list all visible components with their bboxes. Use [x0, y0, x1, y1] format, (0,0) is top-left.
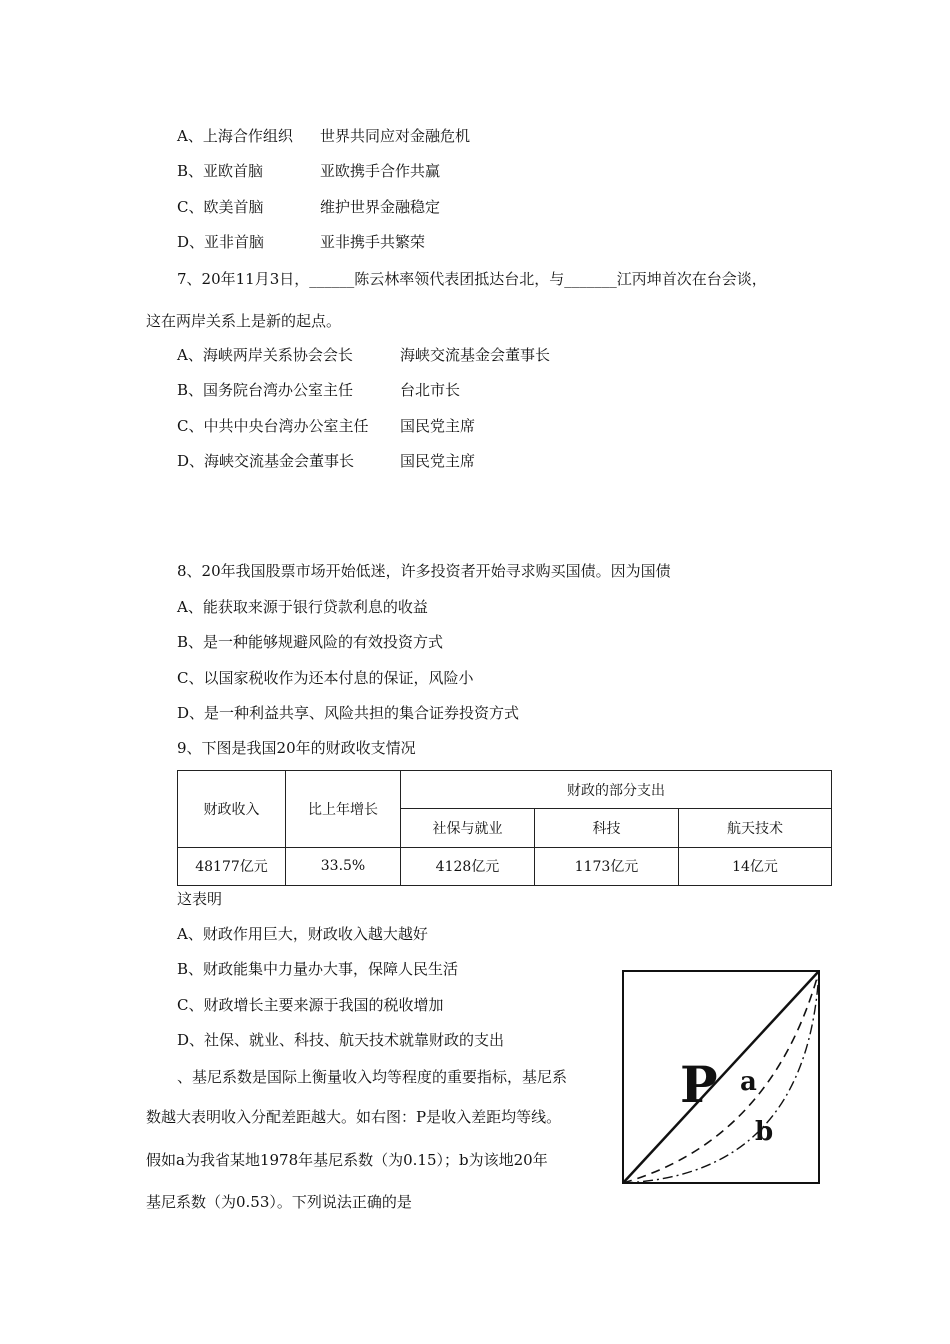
q9-option-c: C、财政增长主要来源于我国的税收增加: [177, 996, 444, 1014]
q6-option-d-text: 亚非携手共繁荣: [320, 233, 426, 251]
label-p: P: [680, 1055, 718, 1114]
q9-after: 这表明: [177, 890, 223, 908]
q10-line4: 基尼系数（为0.53）。下列说法正确的是: [146, 1193, 412, 1211]
cell-social: 4128亿元: [401, 847, 535, 885]
q6-option-c-text: 维护世界金融稳定: [320, 198, 441, 216]
q8-stem: 8、20年我国股票市场开始低迷，许多投资者开始寻求购买国债。因为国债: [177, 562, 671, 580]
header-social: 社保与就业: [401, 809, 535, 847]
fiscal-table: [177, 770, 832, 886]
header-income: 财政收入: [178, 771, 286, 848]
q6-option-a-text: 世界共同应对金融危机: [320, 127, 471, 145]
q9-stem: 9、下图是我国20年的财政收支情况: [177, 739, 416, 757]
q7-option-d-label: D、海峡交流基金会董事长: [177, 452, 355, 470]
q6-option-d-label: D、亚非首脑: [177, 233, 265, 251]
q6-option-c-label: C、欧美首脑: [177, 198, 264, 216]
q9-option-d: D、社保、就业、科技、航天技术就靠财政的支出: [177, 1031, 505, 1049]
cell-growth: 33.5%: [286, 847, 401, 885]
q8-option-b: B、是一种能够规避风险的有效投资方式: [177, 633, 444, 651]
lorenz-curve-figure: [622, 970, 822, 1186]
q10-line3: 假如a为我省某地1978年基尼系数（为0.15）；b为该地20年: [146, 1151, 548, 1169]
q7-option-d-text: 国民党主席: [400, 452, 476, 470]
q8-option-d: D、是一种利益共享、风险共担的集合证券投资方式: [177, 704, 520, 722]
q7-option-c-label: C、中共中央台湾办公室主任: [177, 417, 369, 435]
q8-option-c: C、以国家税收作为还本付息的保证，风险小: [177, 669, 474, 687]
q6-option-b-label: B、亚欧首脑: [177, 162, 264, 180]
q7-stem-line2: 这在两岸关系上是新的起点。: [146, 312, 342, 330]
q9-option-b: B、财政能集中力量办大事，保障人民生活: [177, 960, 459, 978]
header-growth: 比上年增长: [286, 771, 401, 848]
q7-option-c-text: 国民党主席: [400, 417, 476, 435]
q6-option-b-text: 亚欧携手合作共赢: [320, 162, 441, 180]
header-space: 航天技术: [679, 809, 832, 847]
equality-line-p: [623, 971, 819, 1183]
cell-tech: 1173亿元: [535, 847, 679, 885]
q7-option-b-label: B、国务院台湾办公室主任: [177, 381, 354, 399]
q7-stem-line1: 7、20年11月3日，______陈云林率领代表团抵达台北，与_______江丙坤首次在台会谈，: [177, 270, 767, 288]
q10-line1: 、基尼系数是国际上衡量收入均等程度的重要指标，基尼系: [177, 1068, 568, 1086]
label-a: a: [740, 1067, 757, 1097]
header-tech: 科技: [535, 809, 679, 847]
q9-option-a: A、财政作用巨大，财政收入越大越好: [177, 925, 428, 943]
q7-option-a-label: A、海峡两岸关系协会会长: [177, 346, 353, 364]
label-b: b: [755, 1117, 774, 1147]
q6-option-a-label: A、上海合作组织: [177, 127, 293, 145]
header-spending: 财政的部分支出: [401, 771, 832, 809]
q7-option-a-text: 海峡交流基金会董事长: [400, 346, 551, 364]
q10-line2: 数越大表明收入分配差距越大。如右图：P是收入差距均等线。: [146, 1108, 562, 1126]
q8-option-a: A、能获取来源于银行贷款利息的收益: [177, 598, 428, 616]
cell-income: 48177亿元: [178, 847, 286, 885]
cell-space: 14亿元: [679, 847, 832, 885]
q7-option-b-text: 台北市长: [400, 381, 461, 399]
